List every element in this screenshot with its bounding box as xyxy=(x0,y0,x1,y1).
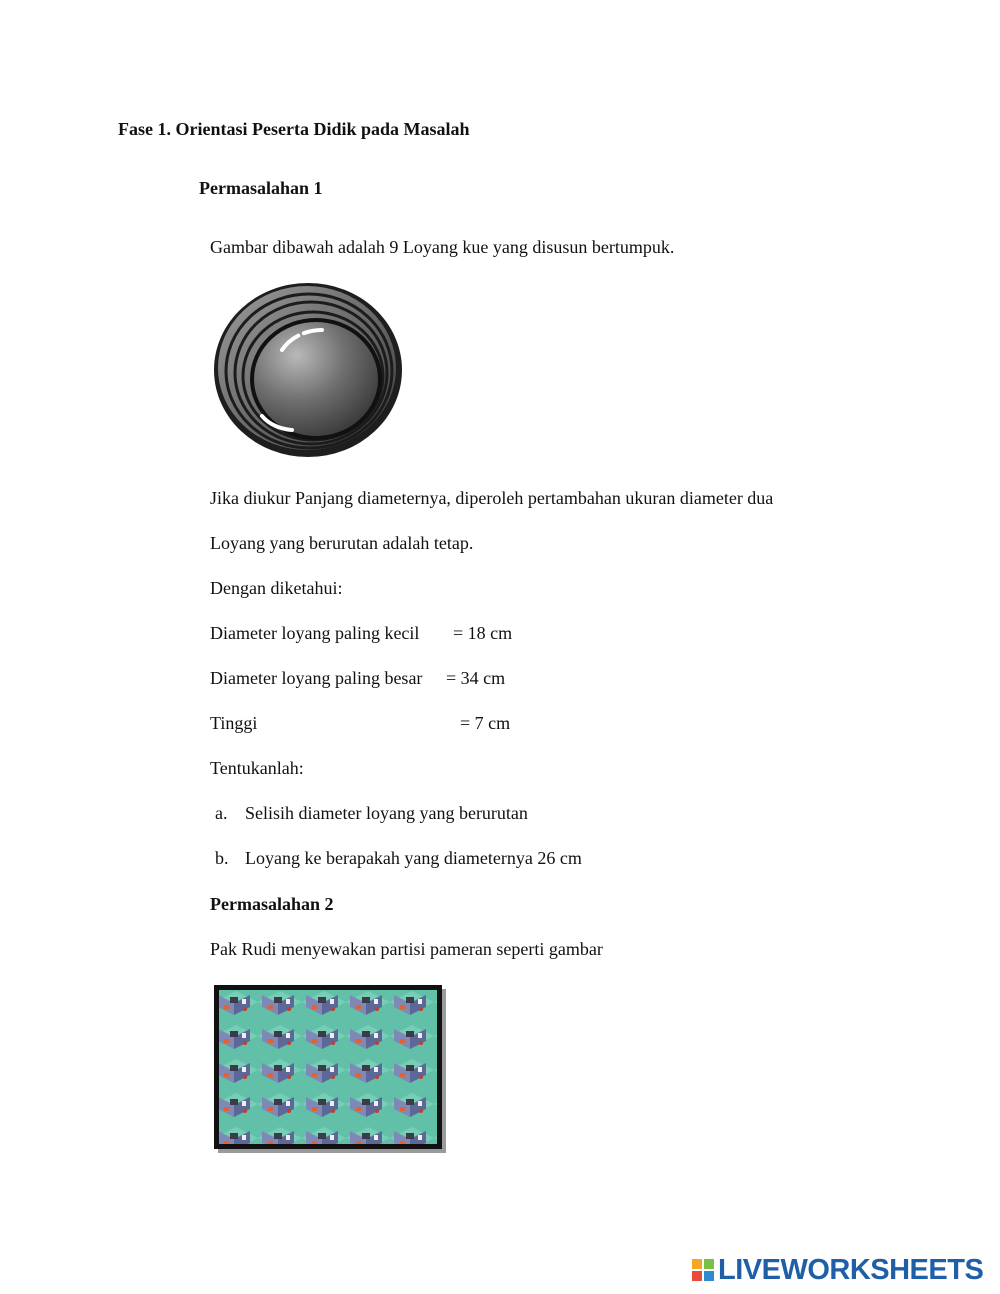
liveworksheets-wordmark: LIVEWORKSHEETS xyxy=(718,1253,984,1286)
liveworksheets-brand xyxy=(692,1254,983,1286)
task-a-marker: a. xyxy=(215,803,228,823)
problem2-heading: Permasalahan 2 xyxy=(210,894,334,914)
task-b-marker: b. xyxy=(215,848,229,868)
problem1-intro: Gambar dibawah adalah 9 Loyang kue yang disusun bertumpuk. xyxy=(210,237,675,257)
given-height-label: Tinggi xyxy=(210,713,258,733)
task-a-text: Selisih diameter loyang yang berurutan xyxy=(245,803,528,823)
problem2-intro: Pak Rudi menyewakan partisi pameran seperti gambar xyxy=(210,939,603,959)
task-label: Tentukanlah: xyxy=(210,758,304,778)
given-height-value: = 7 cm xyxy=(460,713,511,733)
phase-title: Fase 1. Orientasi Peserta Didik pada Masalah xyxy=(118,119,470,139)
given-label: Dengan diketahui: xyxy=(210,578,343,598)
given-largest-diameter-value: = 34 cm xyxy=(446,668,506,688)
given-smallest-diameter-label: Diameter loyang paling kecil xyxy=(210,623,420,643)
problem1-heading: Permasalahan 1 xyxy=(199,178,323,198)
liveworksheets-logo-icon xyxy=(692,1259,714,1281)
given-smallest-diameter-value: = 18 cm xyxy=(453,623,513,643)
task-b-text: Loyang ke berapakah yang diameternya 26 cm xyxy=(245,848,582,868)
office-cubicles-image xyxy=(214,985,446,1153)
problem1-paragraph-line1: Jika diukur Panjang diameternya, diperoleh pertambahan ukuran diameter dua xyxy=(210,488,774,508)
stacked-baking-pans-image xyxy=(210,278,404,460)
given-largest-diameter-label: Diameter loyang paling besar xyxy=(210,668,423,688)
problem1-paragraph-line2: Loyang yang berurutan adalah tetap. xyxy=(210,533,474,553)
